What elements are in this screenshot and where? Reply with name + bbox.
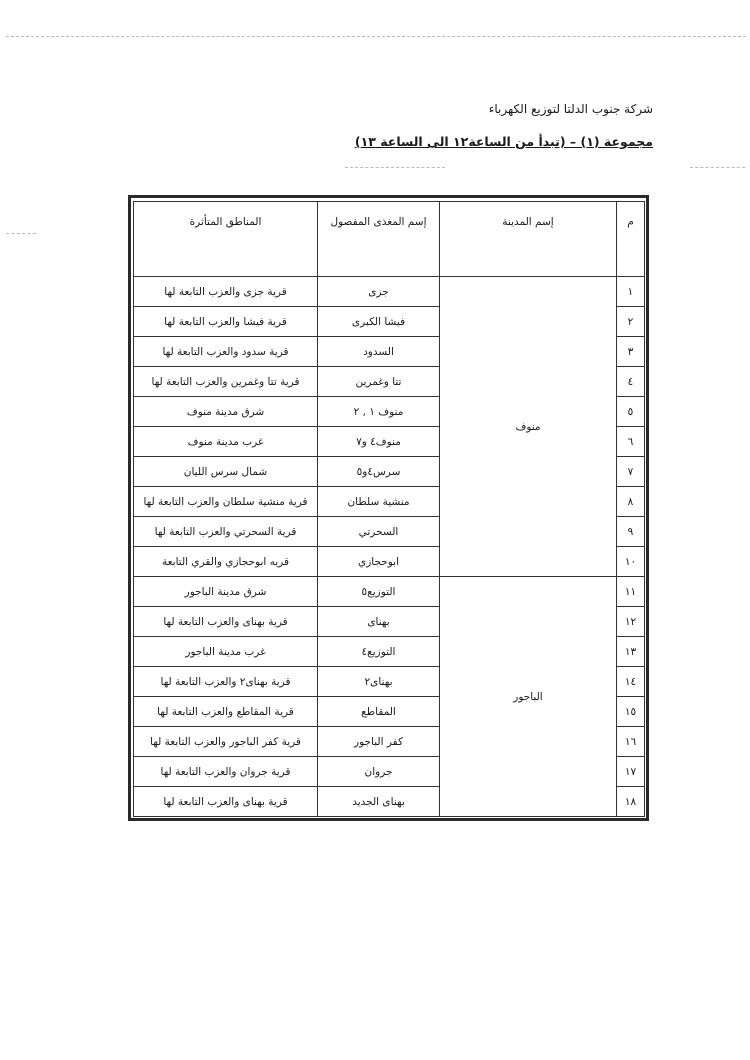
table-body — [134, 277, 645, 817]
affected-area: قرية بهناى٢ والعزب التابعة لها — [134, 667, 318, 697]
affected-area: قرية جزى والعزب التابعة لها — [134, 277, 318, 307]
row-number: ٤ — [617, 367, 645, 397]
row-number: ١٢ — [617, 607, 645, 637]
scan-line-right — [690, 167, 745, 168]
row-number: ١٦ — [617, 727, 645, 757]
feeder-name: المقاطع — [318, 697, 440, 727]
scan-line-top — [6, 36, 746, 37]
feeder-name: التوزيع٤ — [318, 637, 440, 667]
affected-area: شرق مدينة الباجور — [134, 577, 318, 607]
header-city: إسم المدينة — [440, 202, 617, 277]
affected-area: قرية السحرتي والعزب التابعة لها — [134, 517, 318, 547]
affected-area: غرب مدينة منوف — [134, 427, 318, 457]
affected-area: قرية جروان والعزب التابعة لها — [134, 757, 318, 787]
row-number: ٥ — [617, 397, 645, 427]
feeder-name: جروان — [318, 757, 440, 787]
row-number: ٩ — [617, 517, 645, 547]
row-number: ٧ — [617, 457, 645, 487]
feeder-name: التوزيع٥ — [318, 577, 440, 607]
feeder-name: تتا وغمرين — [318, 367, 440, 397]
feeder-name: منوف ١ , ٢ — [318, 397, 440, 427]
feeder-name: جزى — [318, 277, 440, 307]
row-number: ٦ — [617, 427, 645, 457]
row-number: ١ — [617, 277, 645, 307]
header-num: م — [617, 202, 645, 277]
city-name: منوف — [440, 277, 617, 577]
outage-table — [133, 201, 645, 817]
header-feeder: إسم المغذى المفصول — [318, 202, 440, 277]
table-header-row — [134, 202, 645, 277]
affected-area: قرية منشية سلطان والعزب التابعة لها — [134, 487, 318, 517]
feeder-name: بهناى — [318, 607, 440, 637]
table-row — [134, 577, 645, 607]
row-number: ١٧ — [617, 757, 645, 787]
affected-area: قرية كفر الباجور والعزب التابعة لها — [134, 727, 318, 757]
affected-area: قرية بهناى والعزب التابعة لها — [134, 787, 318, 817]
affected-area: قرية فيشا والعزب التابعة لها — [134, 307, 318, 337]
affected-area: قريه ابوحجازي والقري التابعة — [134, 547, 318, 577]
row-number: ٨ — [617, 487, 645, 517]
row-number: ١١ — [617, 577, 645, 607]
affected-area: قرية سدود والعزب التابعة لها — [134, 337, 318, 367]
feeder-name: السحرتي — [318, 517, 440, 547]
affected-area: شرق مدينة منوف — [134, 397, 318, 427]
feeder-name: ابوحجازي — [318, 547, 440, 577]
row-number: ٢ — [617, 307, 645, 337]
feeder-name: السدود — [318, 337, 440, 367]
row-number: ١٨ — [617, 787, 645, 817]
feeder-name: بهناى الجديد — [318, 787, 440, 817]
feeder-name: بهناى٢ — [318, 667, 440, 697]
company-name: شركة جنوب الدلتا لتوزيع الكهرباء — [488, 102, 653, 116]
scan-line-left-2 — [6, 233, 36, 234]
row-number: ١٤ — [617, 667, 645, 697]
affected-area: قرية بهناى والعزب التابعة لها — [134, 607, 318, 637]
feeder-name: منوف٤ و٧ — [318, 427, 440, 457]
city-name: الباجور — [440, 577, 617, 817]
feeder-name: سرس٤و٥ — [318, 457, 440, 487]
row-number: ١٥ — [617, 697, 645, 727]
row-number: ١٠ — [617, 547, 645, 577]
affected-area: قرية تتا وغمرين والعزب التابعة لها — [134, 367, 318, 397]
feeder-name: منشية سلطان — [318, 487, 440, 517]
header-areas: المناطق المتأثرة — [134, 202, 318, 277]
affected-area: غرب مدينة الباجور — [134, 637, 318, 667]
feeder-name: كفر الباجور — [318, 727, 440, 757]
feeder-name: فيشا الكبرى — [318, 307, 440, 337]
scan-line-left — [345, 167, 445, 168]
affected-area: شمال سرس الليان — [134, 457, 318, 487]
affected-area: قرية المقاطع والعزب التابعة لها — [134, 697, 318, 727]
row-number: ١٣ — [617, 637, 645, 667]
row-number: ٣ — [617, 337, 645, 367]
group-title: مجموعة (١) – (تبدأ من الساعة١٢ الى الساعة ١٣) — [354, 134, 653, 149]
table-row — [134, 277, 645, 307]
